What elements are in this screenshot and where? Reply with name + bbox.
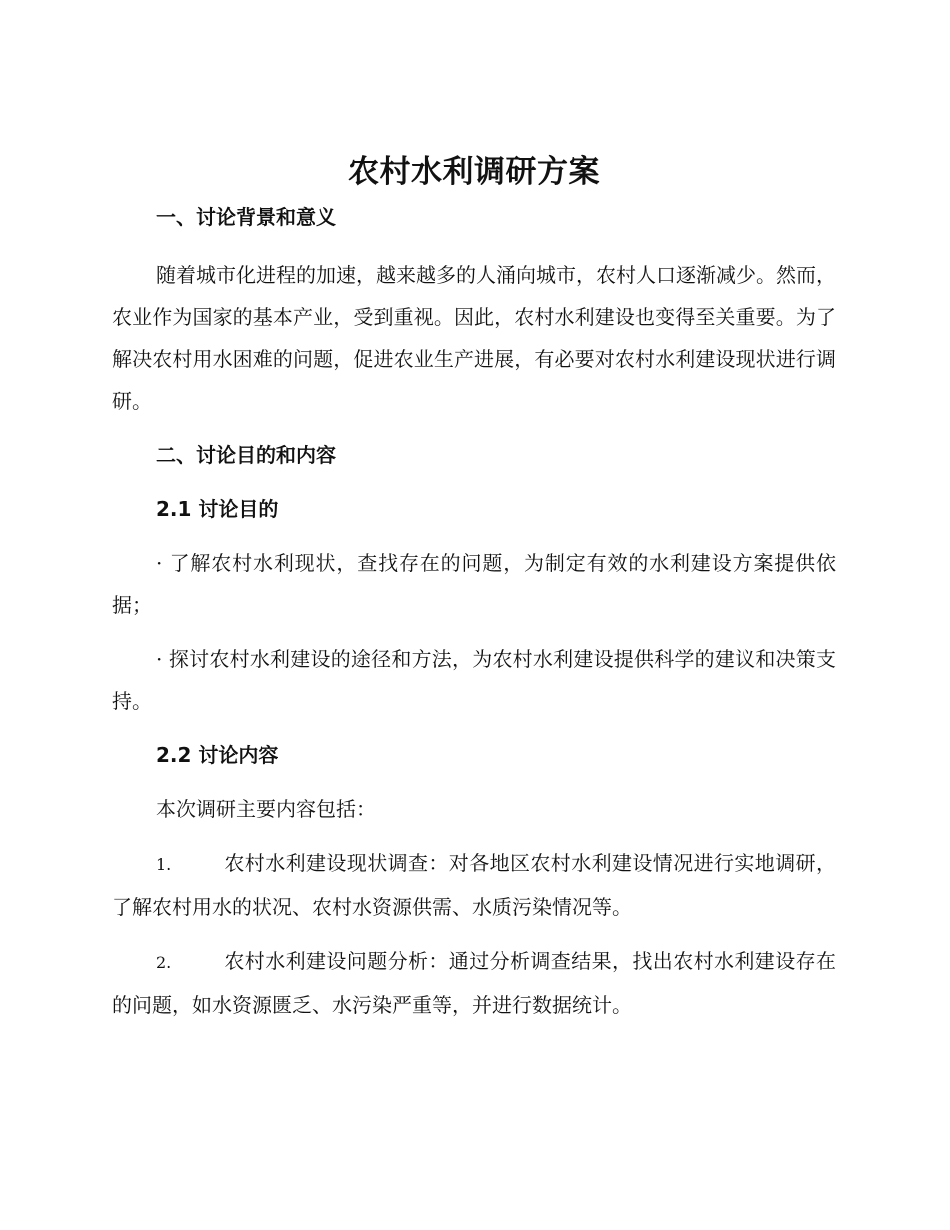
list-item-text: 农村水利建设问题分析：通过分析调查结果，找出农村水利建设存在的问题，如水资源匮乏、水污染严重等，并进行数据统计。 xyxy=(112,949,836,1017)
list-item-text: 农村水利建设现状调查：对各地区农村水利建设情况进行实地调研，了解农村用水的状况、农村水资源供需、水质污染情况等。 xyxy=(112,851,836,919)
section-heading-purpose-content: 二、讨论目的和内容 xyxy=(156,443,336,467)
numbered-list-item xyxy=(112,940,836,1026)
bullet-item-purpose-2: · 探讨农村水利建设的途径和方法，为农村水利建设提供科学的建议和决策支持。 xyxy=(112,647,836,713)
list-item-number: 1. xyxy=(156,855,172,874)
bullet-item-purpose-1: · 了解农村水利现状，查找存在的问题，为制定有效的水利建设方案提供依据； xyxy=(112,551,836,617)
numbered-list-item xyxy=(112,842,836,928)
list-item-number: 2. xyxy=(156,953,172,972)
subsection-heading-content: 2.2 讨论内容 xyxy=(156,743,279,767)
subsection-heading-purpose: 2.1 讨论目的 xyxy=(156,497,279,521)
page-title: 农村水利调研方案 xyxy=(348,154,600,190)
document-body xyxy=(112,148,836,1026)
section-heading-background: 一、讨论背景和意义 xyxy=(156,205,336,229)
paragraph-content-intro: 本次调研主要内容包括： xyxy=(156,797,376,821)
paragraph-background: 随着城市化进程的加速，越来越多的人涌向城市，农村人口逐渐减少。然而，农业作为国家的基本产业，受到重视。因此，农村水利建设也变得至关重要。为了解决农村用水困难的问题，促进农业生产进展，有必要对农村水利建设现状进行调研。 xyxy=(112,263,836,413)
